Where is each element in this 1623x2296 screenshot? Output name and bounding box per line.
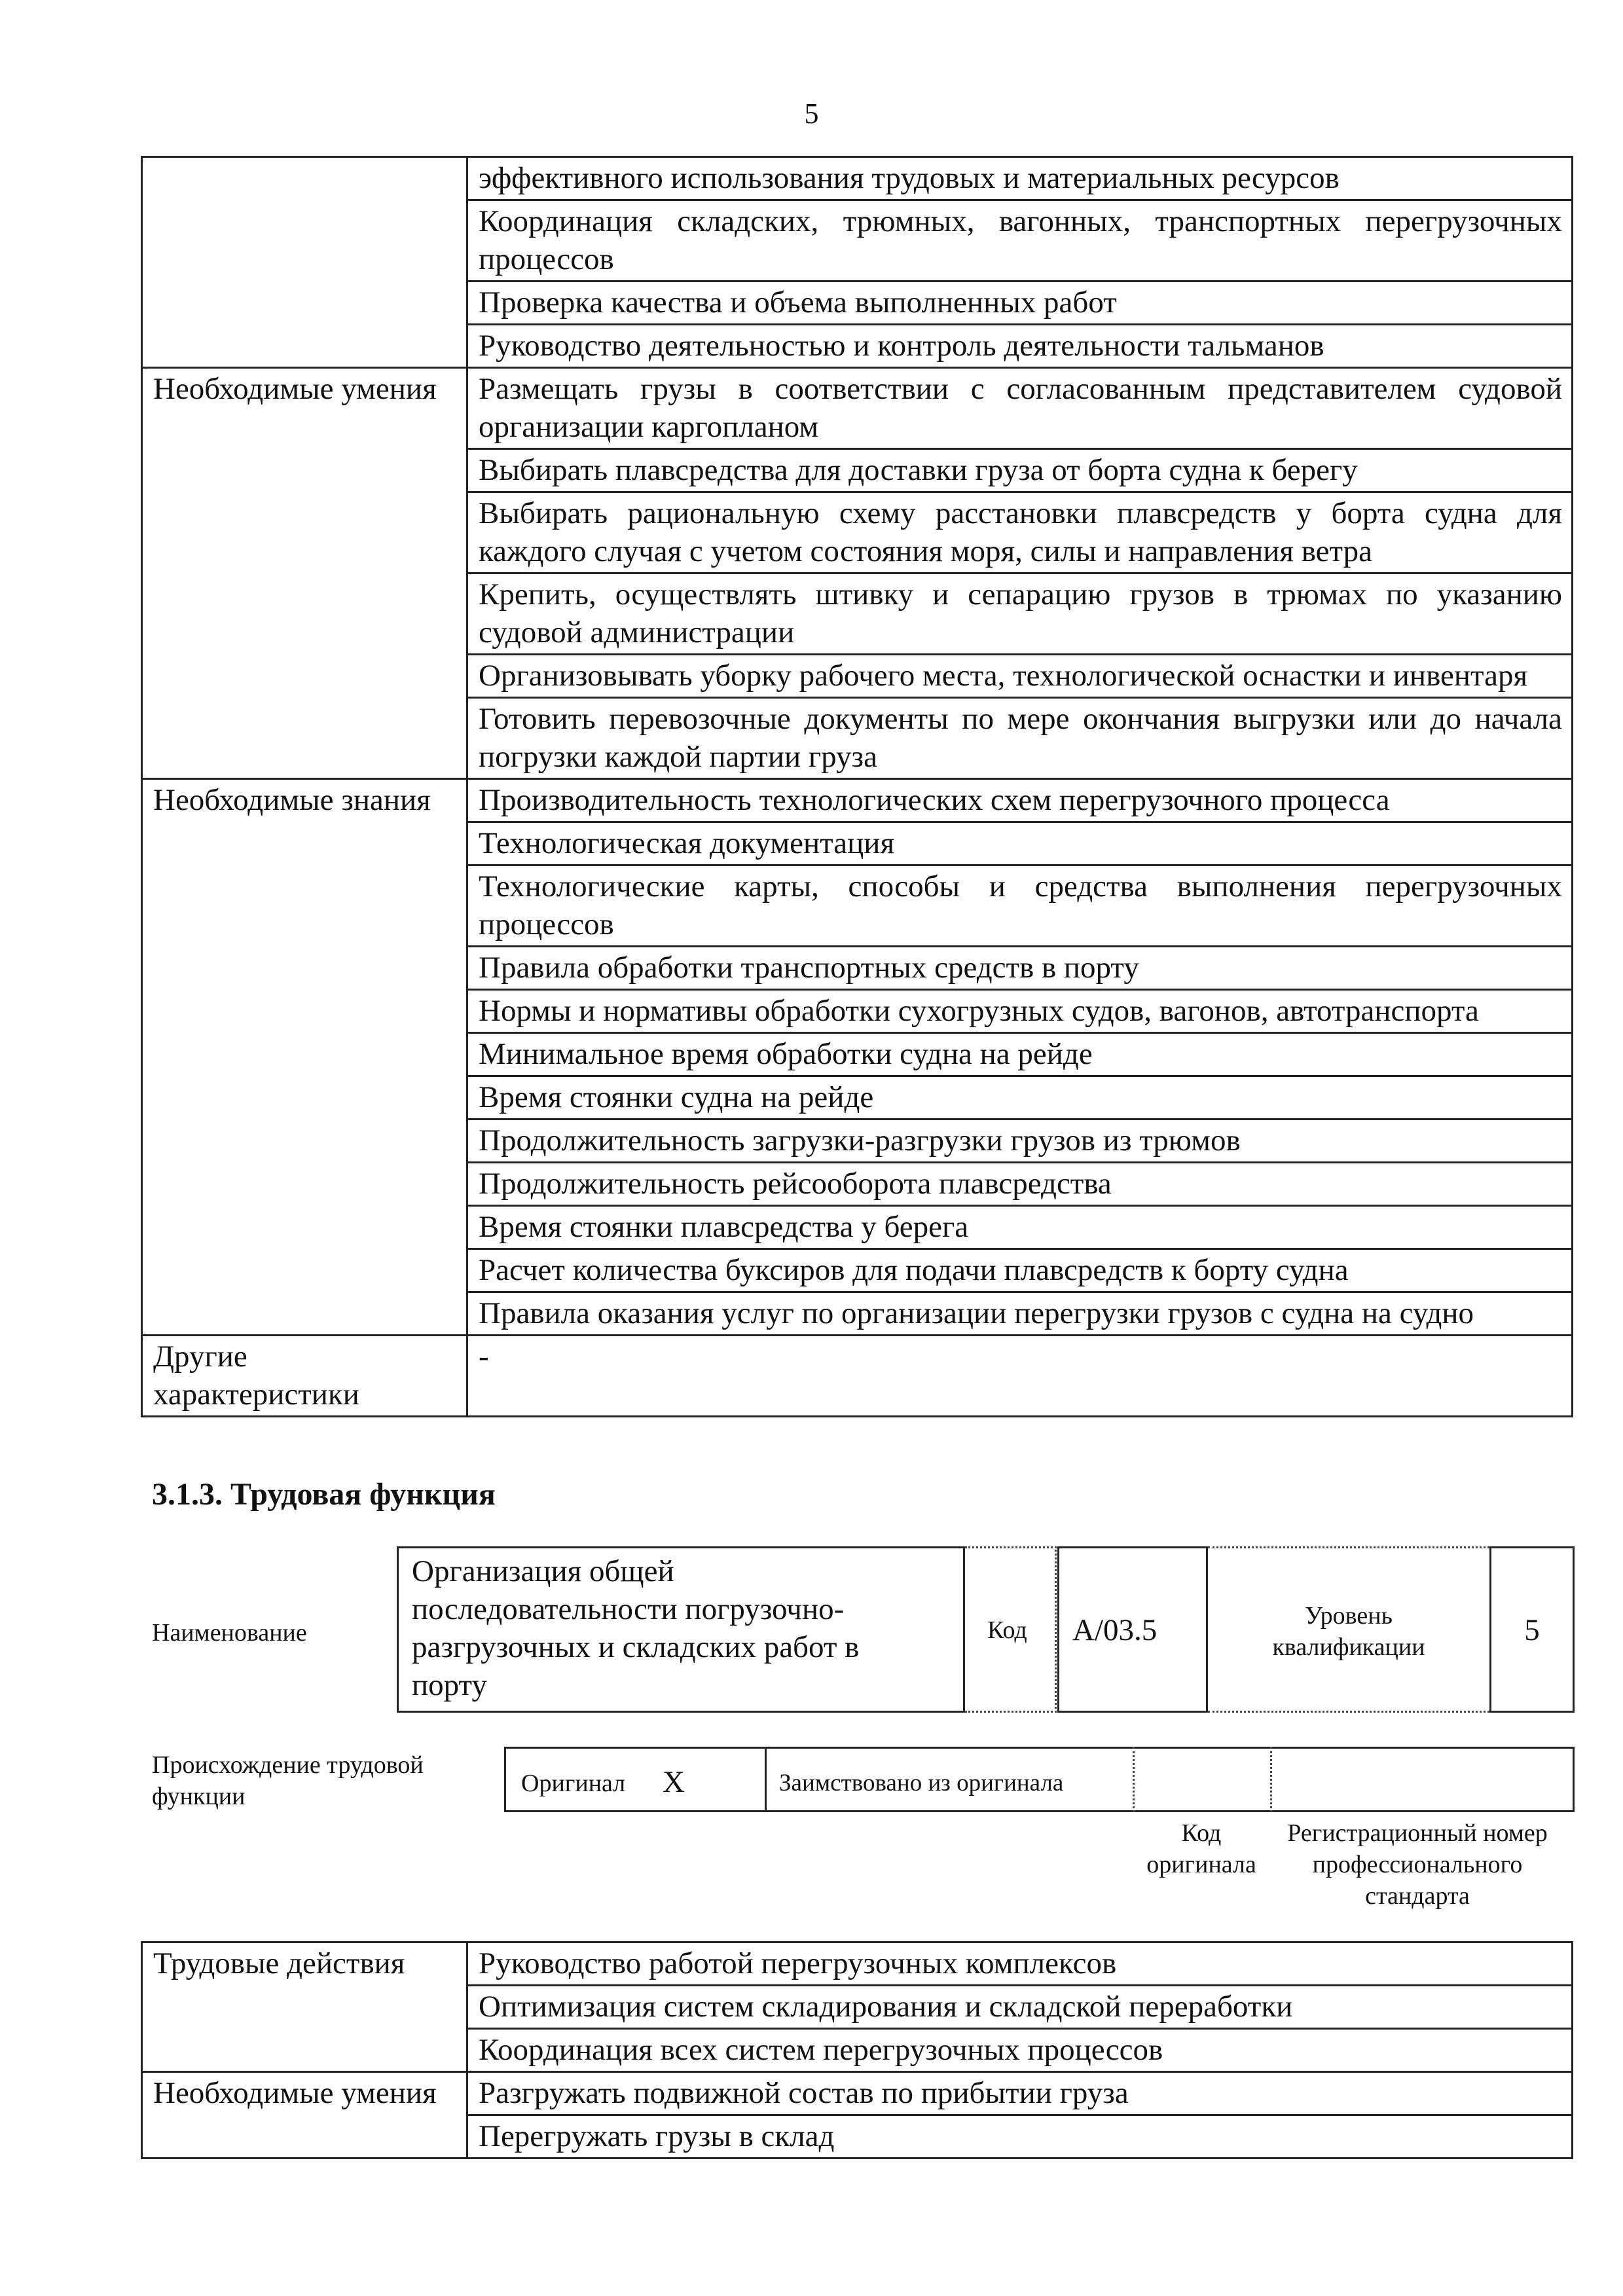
table-cell: Минимальное время обработки судна на рейде (467, 1033, 1573, 1076)
table-cell: Технологические карты, способы и средства выполнения перегрузочных процессов (467, 866, 1573, 947)
code-original-caption: Код оригинала (1146, 1819, 1256, 1878)
table-cell: Разгружать подвижной состав по прибытии груза (467, 2072, 1573, 2115)
table-cell: Руководство деятельностью и контроль деятельности тальманов (467, 325, 1573, 368)
table-row (142, 1942, 1573, 1986)
code-value: A/03.5 (1072, 1613, 1158, 1647)
code-label: Код (987, 1616, 1027, 1644)
level-value: 5 (1524, 1613, 1540, 1647)
table-cell: Размещать грузы в соответствии с согласованным представителем судовой организации каргопланом (467, 368, 1573, 449)
table-cell: эффективного использования трудовых и материальных ресурсов (467, 157, 1573, 200)
name-value: Организация общей последовательности погрузочно-разгрузочных и складских работ в порту (412, 1554, 860, 1702)
page-number: 5 (804, 98, 819, 130)
level-box (1489, 1546, 1575, 1713)
code-cell-divider (1270, 1747, 1272, 1812)
table-cell: Время стоянки плавсредства у берега (467, 1206, 1573, 1249)
borrowed-cell-divider (1133, 1747, 1135, 1812)
table-cell: Правила обработки транспортных средств в порту (467, 947, 1573, 990)
original-mark: X (663, 1765, 685, 1799)
code-box (1057, 1546, 1208, 1713)
table-cell: Координация складских, трюмных, вагонных, транспортных перегрузочных процессов (467, 200, 1573, 282)
table-cell: Правила оказания услуг по организации перегрузки грузов с судна на судно (467, 1292, 1573, 1336)
table-cell: Время стоянки судна на рейде (467, 1076, 1573, 1120)
section-heading: 3.1.3. Трудовая функция (152, 1477, 496, 1512)
table-cell: Продолжительность рейсооборота плавсредства (467, 1163, 1573, 1206)
table-cell: - (467, 1336, 1573, 1417)
table-cell: Перегружать грузы в склад (467, 2115, 1573, 2159)
table-row (142, 2072, 1573, 2115)
level-label: Уровень квалификации (1272, 1602, 1425, 1661)
row-group-label: Необходимые умения (142, 2072, 467, 2159)
table-cell: Технологическая документация (467, 822, 1573, 866)
table-cell: Выбирать рациональную схему расстановки плавсредств у борта судна для каждого случая с учетом состояния моря, силы и направления ветра (467, 492, 1573, 574)
row-group-label (142, 157, 467, 368)
name-box (397, 1546, 965, 1713)
table-cell: Руководство работой перегрузочных комплексов (467, 1942, 1573, 1986)
table-cell: Координация всех систем перегрузочных процессов (467, 2029, 1573, 2072)
original-label: Оригинал (521, 1770, 626, 1797)
skills-knowledge-table (141, 156, 1573, 1417)
table-cell: Организовывать уборку рабочего места, технологической оснастки и инвентаря (467, 655, 1573, 698)
borrowed-label: Заимствовано из оригинала (779, 1770, 1064, 1796)
row-group-label: Необходимые знания (142, 779, 467, 1336)
row-group-label: Трудовые действия (142, 1942, 467, 2072)
origin-label: Происхождение трудовой функции (152, 1751, 424, 1810)
table-cell: Расчет количества буксиров для подачи плавсредств к борту судна (467, 1249, 1573, 1292)
table-cell: Оптимизация систем складирования и складской переработки (467, 1986, 1573, 2029)
labor-actions-table (141, 1941, 1573, 2159)
table-row (142, 1336, 1573, 1417)
row-group-label: Необходимые умения (142, 368, 467, 779)
table-cell: Производительность технологических схем перегрузочного процесса (467, 779, 1573, 822)
table-row (142, 779, 1573, 822)
table-cell: Продолжительность загрузки-разгрузки грузов из трюмов (467, 1120, 1573, 1163)
table-cell: Готовить перевозочные документы по мере окончания выгрузки или до начала погрузки каждой партии груза (467, 698, 1573, 779)
table-row (142, 157, 1573, 200)
table-cell: Нормы и нормативы обработки сухогрузных судов, вагонов, автотранспорта (467, 990, 1573, 1033)
table-cell: Проверка качества и объема выполненных работ (467, 282, 1573, 325)
original-cell-divider (765, 1747, 767, 1812)
table-row (142, 368, 1573, 449)
table-cell: Крепить, осуществлять штивку и сепарацию грузов в трюмах по указанию судовой администрации (467, 574, 1573, 655)
name-label: Наименование (152, 1619, 307, 1647)
reg-number-caption: Регистрационный номер профессионального стандарта (1287, 1819, 1548, 1910)
row-group-label: Другие характеристики (142, 1336, 467, 1417)
table-cell: Выбирать плавсредства для доставки груза от борта судна к берегу (467, 449, 1573, 492)
